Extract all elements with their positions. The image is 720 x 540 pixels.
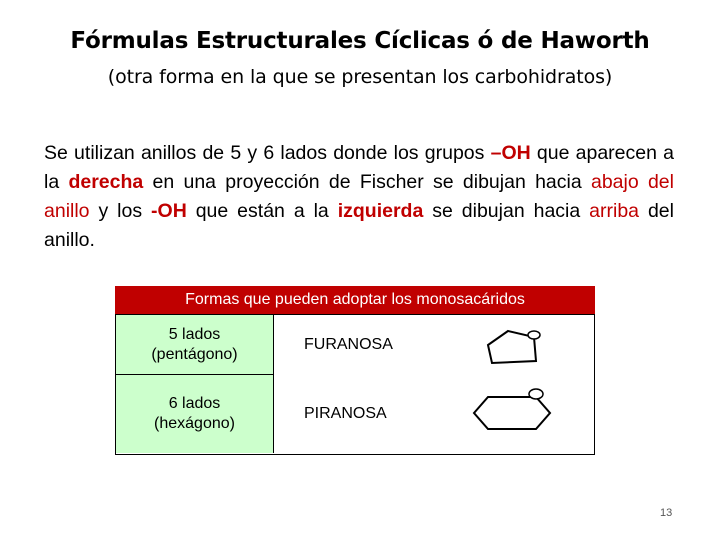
pentagon-ring-icon	[478, 323, 548, 371]
shape-label: (pentágono)	[151, 345, 238, 363]
sides-label: 5 lados	[168, 325, 221, 343]
hexagon-ring-icon	[466, 383, 556, 439]
paragraph-text: y los	[89, 200, 152, 222]
above-ring-highlight: arriba	[589, 200, 640, 222]
below-ring-highlight: abajo del anillo	[44, 171, 674, 222]
form-name-furanosa: FURANOSA	[304, 336, 393, 353]
right-highlight: derecha	[68, 171, 144, 193]
paragraph-text: que están a la	[186, 200, 338, 222]
paragraph-text: en una proyección de Fischer se dibujan hacia	[143, 171, 591, 193]
table-row-furanosa-sides	[116, 315, 274, 375]
description-paragraph	[44, 139, 674, 255]
sides-label: 6 lados	[168, 395, 221, 412]
shape-label: (hexágono)	[154, 415, 235, 432]
paragraph-text: que aparecen a la	[44, 142, 675, 193]
table-header: Formas que pueden adoptar los monosacáridos	[115, 286, 595, 314]
paragraph-text: del anillo.	[44, 200, 674, 251]
page-number: 13	[660, 507, 673, 519]
paragraph-text: se dibujan hacia	[423, 200, 590, 222]
page-title: Fórmulas Estructurales Cíclicas ó de Haworth	[70, 28, 650, 54]
page-subtitle: (otra forma en la que se presentan los carbohidratos)	[107, 66, 613, 88]
table-row-piranosa-sides	[116, 375, 274, 453]
form-name-piranosa: PIRANOSA	[304, 405, 387, 422]
left-highlight: izquierda	[337, 200, 424, 222]
paragraph-text: Se utilizan anillos de 5 y 6 lados donde los grupos	[44, 142, 491, 164]
monosaccharide-forms-table	[115, 314, 595, 455]
oh-group-highlight: -OH	[151, 200, 187, 222]
oh-group-highlight: –OH	[490, 142, 531, 164]
